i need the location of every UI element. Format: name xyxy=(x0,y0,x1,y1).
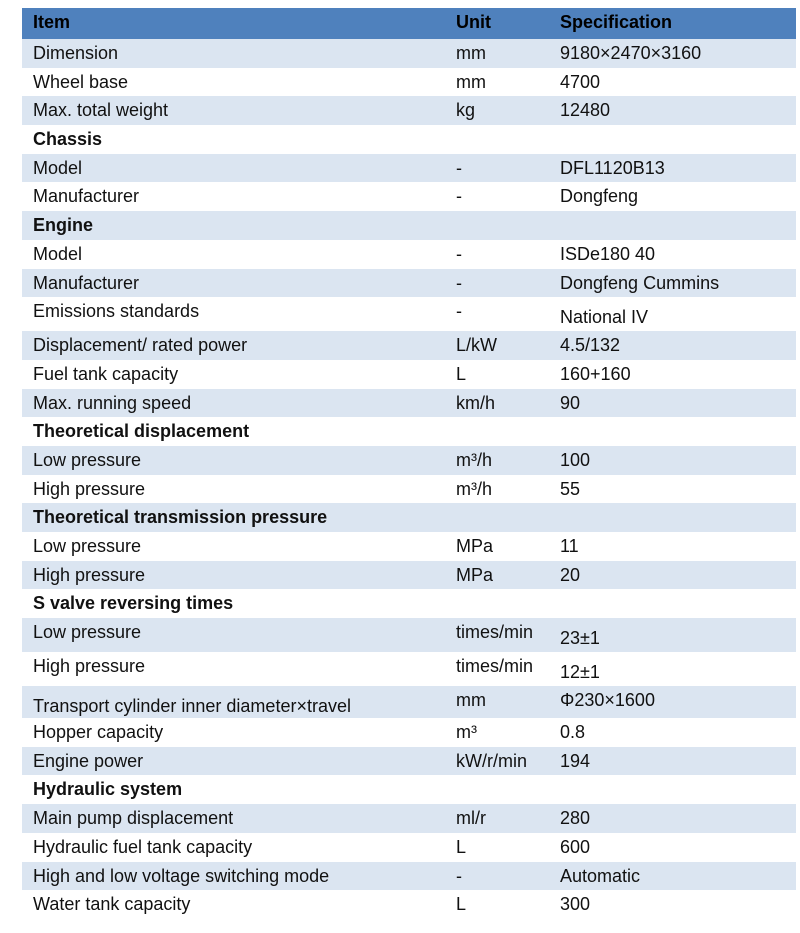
cell-item: Displacement/ rated power xyxy=(33,335,248,356)
cell-unit: mm xyxy=(456,43,486,63)
cell-item: Model xyxy=(33,243,83,264)
cell-unit: L/kW xyxy=(456,335,498,356)
cell-item: Model xyxy=(33,157,83,178)
cell-item: High and low voltage switching mode xyxy=(33,865,330,886)
cell-unit: - xyxy=(456,301,462,322)
cell-item: Hydraulic fuel tank capacity xyxy=(33,836,253,857)
cell-unit: - xyxy=(456,186,462,207)
cell-unit: times/min xyxy=(456,656,534,677)
cell-item: Low pressure xyxy=(33,449,142,470)
table-row xyxy=(22,833,796,862)
section-title: Chassis xyxy=(33,129,103,150)
cell-spec: Dongfeng xyxy=(560,186,639,207)
cell-spec: 600 xyxy=(560,836,591,857)
table-row xyxy=(22,269,796,298)
cell-item: High pressure xyxy=(33,564,146,585)
cell-unit: - xyxy=(456,272,462,293)
cell-item: High pressure xyxy=(33,478,146,499)
table-header xyxy=(22,8,796,39)
section-row-hydraulic-system xyxy=(22,775,796,804)
section-title: Theoretical displacement xyxy=(33,421,250,442)
section-row-chassis xyxy=(22,125,796,154)
section-title: S valve reversing times xyxy=(33,593,234,614)
cell-unit: kW/r/min xyxy=(456,750,527,771)
cell-item: Main pump displacement xyxy=(33,808,234,829)
cell-item: Manufacturer xyxy=(33,186,140,207)
table-row xyxy=(22,39,796,68)
cell-item: High pressure xyxy=(33,656,146,677)
cell-item: Transport cylinder inner diameter×travel xyxy=(33,696,351,717)
table-row xyxy=(22,618,796,652)
cell-spec: 4.5/132 xyxy=(560,335,621,356)
cell-unit: m³/h xyxy=(456,449,492,470)
cell-item: Water tank capacity xyxy=(33,894,191,915)
cell-unit: - xyxy=(456,865,462,886)
cell-item: Manufacturer xyxy=(33,272,140,293)
cell-unit: kg xyxy=(456,100,476,121)
cell-unit: - xyxy=(456,243,462,264)
cell-unit: km/h xyxy=(456,392,496,413)
table-row xyxy=(22,862,796,891)
cell-spec: 90 xyxy=(560,392,581,413)
cell-item: Fuel tank capacity xyxy=(33,363,179,384)
cell-spec: 160+160 xyxy=(560,363,631,384)
cell-spec: Automatic xyxy=(560,865,641,886)
table-row xyxy=(22,297,796,331)
cell-spec: 100 xyxy=(560,449,591,470)
table-row xyxy=(22,561,796,590)
cell-item: Emissions standards xyxy=(33,301,200,322)
cell-item: Max. running speed xyxy=(33,392,192,413)
table-row xyxy=(22,532,796,561)
table-row xyxy=(22,96,796,125)
cell-item: Hopper capacity xyxy=(33,722,164,743)
cell-item: Engine power xyxy=(33,750,144,771)
cell-unit: m³/h xyxy=(456,478,492,499)
spec-table xyxy=(22,8,796,919)
cell-spec: Dongfeng Cummins xyxy=(560,272,720,293)
cell-unit: - xyxy=(456,157,462,178)
cell-spec: 20 xyxy=(560,564,581,585)
table-row xyxy=(22,475,796,504)
cell-spec: 280 xyxy=(560,808,591,829)
section-title: Engine xyxy=(33,215,94,236)
section-row-engine xyxy=(22,211,796,240)
cell-item: Wheel base xyxy=(33,71,129,92)
cell-item: Low pressure xyxy=(33,622,142,643)
header-unit: Unit xyxy=(456,12,491,32)
cell-item: Dimension xyxy=(33,43,119,63)
cell-unit: MPa xyxy=(456,536,494,556)
cell-unit: ml/r xyxy=(456,808,486,829)
section-title: Hydraulic system xyxy=(33,779,183,800)
table-row xyxy=(22,154,796,183)
table-row xyxy=(22,718,796,747)
section-row-transmission-pressure xyxy=(22,503,796,532)
table-row xyxy=(22,360,796,389)
table-row xyxy=(22,240,796,269)
cell-spec: Φ230×1600 xyxy=(560,690,655,711)
header-spec: Specification xyxy=(560,12,673,32)
cell-spec: 12480 xyxy=(560,100,611,121)
cell-unit: MPa xyxy=(456,564,494,585)
table-row xyxy=(22,68,796,97)
cell-unit: mm xyxy=(456,71,486,92)
cell-unit: times/min xyxy=(456,622,534,643)
cell-unit: L xyxy=(456,836,467,857)
cell-spec: 194 xyxy=(560,750,591,771)
table-row xyxy=(22,446,796,475)
cell-item: Max. total weight xyxy=(33,100,169,121)
section-row-s-valve xyxy=(22,589,796,618)
cell-unit: L xyxy=(456,363,467,384)
cell-spec: 23±1 xyxy=(560,628,600,649)
cell-item: Low pressure xyxy=(33,536,142,556)
cell-unit: mm xyxy=(456,690,486,711)
table-row xyxy=(22,652,796,686)
table-row xyxy=(22,182,796,211)
cell-spec: 4700 xyxy=(560,71,601,92)
section-title: Theoretical transmission pressure xyxy=(33,507,328,528)
table-row xyxy=(22,804,796,833)
cell-spec: DFL1120B13 xyxy=(560,157,665,178)
cell-unit: m³ xyxy=(456,722,477,743)
cell-unit: L xyxy=(456,894,467,915)
cell-spec: 9180×2470×3160 xyxy=(560,43,702,63)
cell-spec: ISDe180 40 xyxy=(560,243,656,264)
table-row xyxy=(22,686,796,718)
table-row xyxy=(22,389,796,418)
cell-spec: National IV xyxy=(560,307,649,328)
cell-spec: 55 xyxy=(560,478,581,499)
cell-spec: 0.8 xyxy=(560,722,586,743)
table-row xyxy=(22,890,796,919)
section-row-theoretical-displacement xyxy=(22,417,796,446)
table-row xyxy=(22,747,796,776)
cell-spec: 11 xyxy=(560,536,579,556)
cell-spec: 300 xyxy=(560,894,591,915)
header-item: Item xyxy=(33,12,71,32)
table-row xyxy=(22,331,796,360)
cell-spec: 12±1 xyxy=(560,662,600,683)
